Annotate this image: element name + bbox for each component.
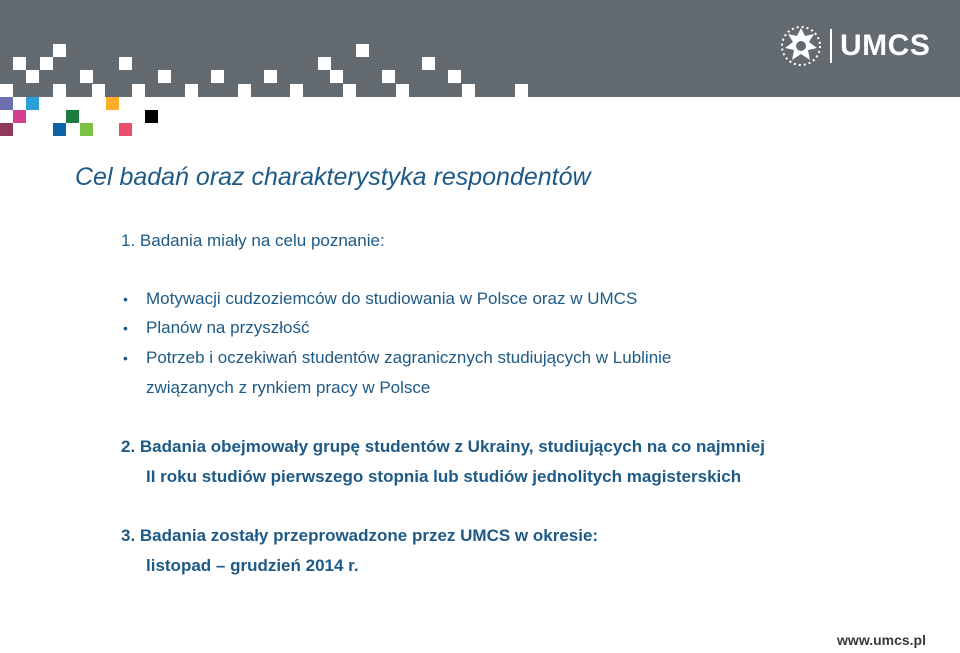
decor-square bbox=[318, 57, 331, 70]
point2-line1: 2. Badania obejmowały grupę studentów z Ukrainy, studiujących na co najmniej bbox=[121, 437, 765, 456]
decor-square bbox=[330, 70, 343, 83]
bullet-item: Planów na przyszłość bbox=[146, 318, 310, 337]
bullet-dot: • bbox=[123, 320, 128, 336]
decor-square bbox=[158, 70, 171, 83]
decor-square bbox=[40, 57, 53, 70]
decor-square bbox=[53, 44, 66, 57]
color-square bbox=[145, 110, 158, 123]
decor-square bbox=[211, 70, 224, 83]
decor-square bbox=[396, 84, 409, 97]
logo-text: UMCS bbox=[840, 29, 931, 62]
decor-square bbox=[515, 84, 528, 97]
color-square bbox=[119, 123, 132, 136]
color-square bbox=[80, 123, 93, 136]
decor-square bbox=[264, 70, 277, 83]
slide-title: Cel badań oraz charakterystyka respondentów bbox=[75, 163, 591, 191]
decor-square bbox=[132, 84, 145, 97]
decor-square bbox=[343, 84, 356, 97]
decor-square bbox=[92, 84, 105, 97]
decor-square bbox=[290, 84, 303, 97]
decor-square bbox=[448, 70, 461, 83]
umcs-logo bbox=[778, 20, 930, 72]
color-square bbox=[13, 110, 26, 123]
decor-square bbox=[26, 70, 39, 83]
header-band bbox=[0, 0, 960, 97]
decor-square bbox=[382, 70, 395, 83]
color-square bbox=[0, 97, 13, 110]
bullet-item-continuation: związanych z rynkiem pracy w Polsce bbox=[146, 378, 431, 397]
decor-square bbox=[119, 57, 132, 70]
decor-square bbox=[80, 70, 93, 83]
color-square bbox=[106, 97, 119, 110]
point2-line2: II roku studiów pierwszego stopnia lub studiów jednolitych magisterskich bbox=[146, 467, 742, 486]
bullet-item: Motywacji cudzoziemców do studiowania w Polsce oraz w UMCS bbox=[146, 289, 638, 308]
point3-line1: 3. Badania zostały przeprowadzone przez UMCS w okresie: bbox=[121, 526, 599, 545]
decor-square bbox=[356, 44, 369, 57]
color-square bbox=[66, 110, 79, 123]
point1-heading: 1. Badania miały na celu poznanie: bbox=[121, 231, 385, 250]
decor-square bbox=[185, 84, 198, 97]
color-square bbox=[0, 123, 13, 136]
decor-square bbox=[13, 57, 26, 70]
logo-divider bbox=[830, 29, 832, 63]
bullet-dot: • bbox=[123, 350, 128, 366]
bullet-dot: • bbox=[123, 291, 128, 307]
footer-website-link[interactable]: www.umcs.pl bbox=[837, 632, 926, 648]
decor-square bbox=[462, 84, 475, 97]
decor-square bbox=[0, 84, 13, 97]
color-square bbox=[26, 97, 39, 110]
decor-square bbox=[422, 57, 435, 70]
decor-square bbox=[53, 84, 66, 97]
eagle-emblem-icon bbox=[778, 20, 824, 72]
color-square bbox=[53, 123, 66, 136]
bullet-item: Potrzeb i oczekiwań studentów zagranicznych studiujących w Lublinie bbox=[146, 348, 672, 367]
decor-square bbox=[238, 84, 251, 97]
point3-line2: listopad – grudzień 2014 r. bbox=[146, 556, 359, 575]
